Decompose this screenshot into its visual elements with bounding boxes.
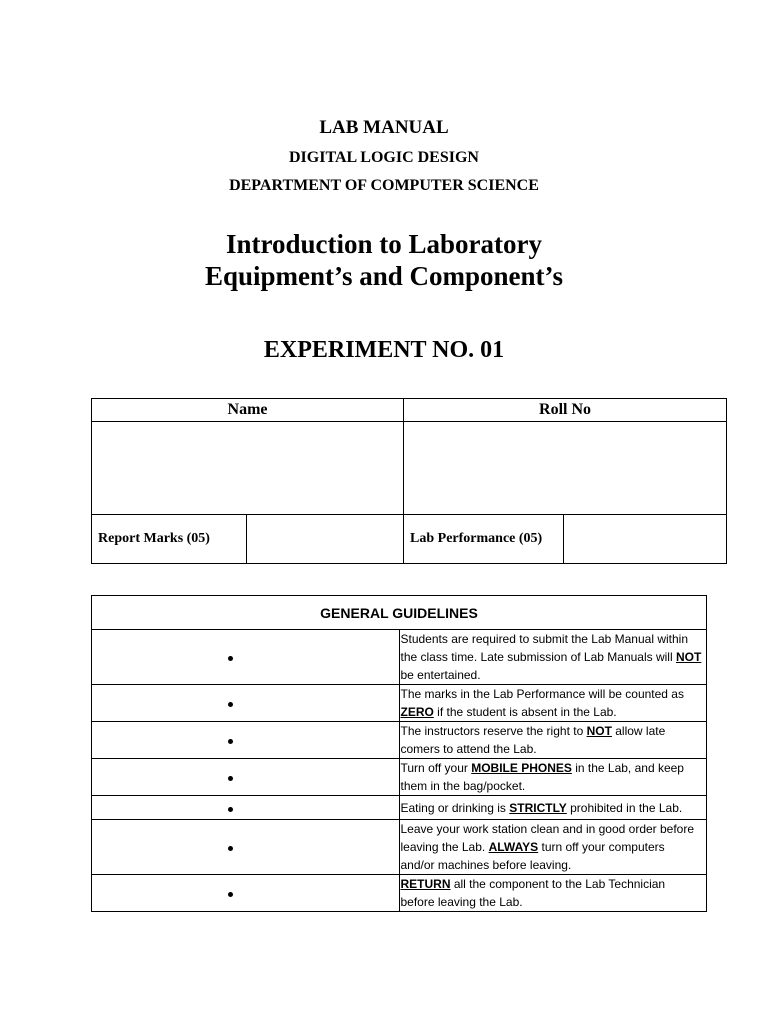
bullet-cell bbox=[92, 796, 400, 820]
bullet-icon bbox=[228, 892, 233, 897]
name-entry-cell[interactable] bbox=[92, 422, 404, 515]
bullet-icon bbox=[228, 776, 233, 781]
guideline-item: Eating or drinking is STRICTLY prohibited in the Lab. bbox=[399, 796, 707, 820]
bullet-cell bbox=[92, 820, 400, 875]
guidelines-heading: GENERAL GUIDELINES bbox=[92, 596, 707, 630]
bullet-icon bbox=[228, 846, 233, 851]
bullet-cell bbox=[92, 759, 400, 796]
guideline-item: Leave your work station clean and in good order before leaving the Lab. ALWAYS turn off your computers and/or machines before leaving. bbox=[399, 820, 707, 875]
bullet-icon bbox=[228, 656, 233, 661]
guideline-item: RETURN all the component to the Lab Technician before leaving the Lab. bbox=[399, 875, 707, 912]
emphasis: RETURN bbox=[400, 877, 451, 891]
general-guidelines-table bbox=[91, 595, 707, 912]
course-name: DIGITAL LOGIC DESIGN bbox=[289, 149, 479, 166]
bullet-cell bbox=[92, 722, 400, 759]
guideline-item: Students are required to submit the Lab Manual within the class time. Late submission of Lab Manuals will NOT be entertained. bbox=[399, 630, 707, 685]
bullet-icon bbox=[228, 702, 233, 707]
roll-no-entry-cell[interactable] bbox=[404, 422, 727, 515]
report-marks-entry-cell[interactable] bbox=[247, 514, 404, 563]
bullet-cell bbox=[92, 685, 400, 722]
emphasis: NOT bbox=[675, 650, 702, 664]
experiment-number: EXPERIMENT NO. 01 bbox=[263, 337, 505, 363]
lab-performance-label: Lab Performance (05) bbox=[404, 514, 564, 563]
bullet-icon bbox=[228, 739, 233, 744]
guideline-item: Turn off your MOBILE PHONES in the Lab, and keep them in the bag/pocket. bbox=[399, 759, 707, 796]
report-marks-label: Report Marks (05) bbox=[92, 514, 247, 563]
department-name: DEPARTMENT OF COMPUTER SCIENCE bbox=[229, 177, 539, 194]
document-title-line-1: Introduction to Laboratory bbox=[225, 229, 542, 259]
emphasis: NOT bbox=[586, 724, 612, 738]
roll-no-header: Roll No bbox=[404, 399, 727, 422]
student-info-table bbox=[91, 398, 727, 564]
lab-manual-heading: LAB MANUAL bbox=[319, 117, 449, 138]
bullet-cell bbox=[92, 630, 400, 685]
guideline-item: The marks in the Lab Performance will be counted as ZERO if the student is absent in the Lab. bbox=[399, 685, 707, 722]
bullet-cell bbox=[92, 875, 400, 912]
emphasis: STRICTLY bbox=[509, 800, 567, 815]
emphasis: ALWAYS bbox=[488, 840, 539, 854]
document-title-line-2: Equipment’s and Component’s bbox=[204, 261, 564, 291]
emphasis: MOBILE PHONES bbox=[471, 761, 572, 775]
emphasis: ZERO bbox=[400, 705, 434, 719]
name-header: Name bbox=[92, 399, 404, 422]
guideline-item: The instructors reserve the right to NOT allow late comers to attend the Lab. bbox=[399, 722, 707, 759]
lab-performance-entry-cell[interactable] bbox=[564, 514, 727, 563]
bullet-icon bbox=[228, 807, 233, 812]
